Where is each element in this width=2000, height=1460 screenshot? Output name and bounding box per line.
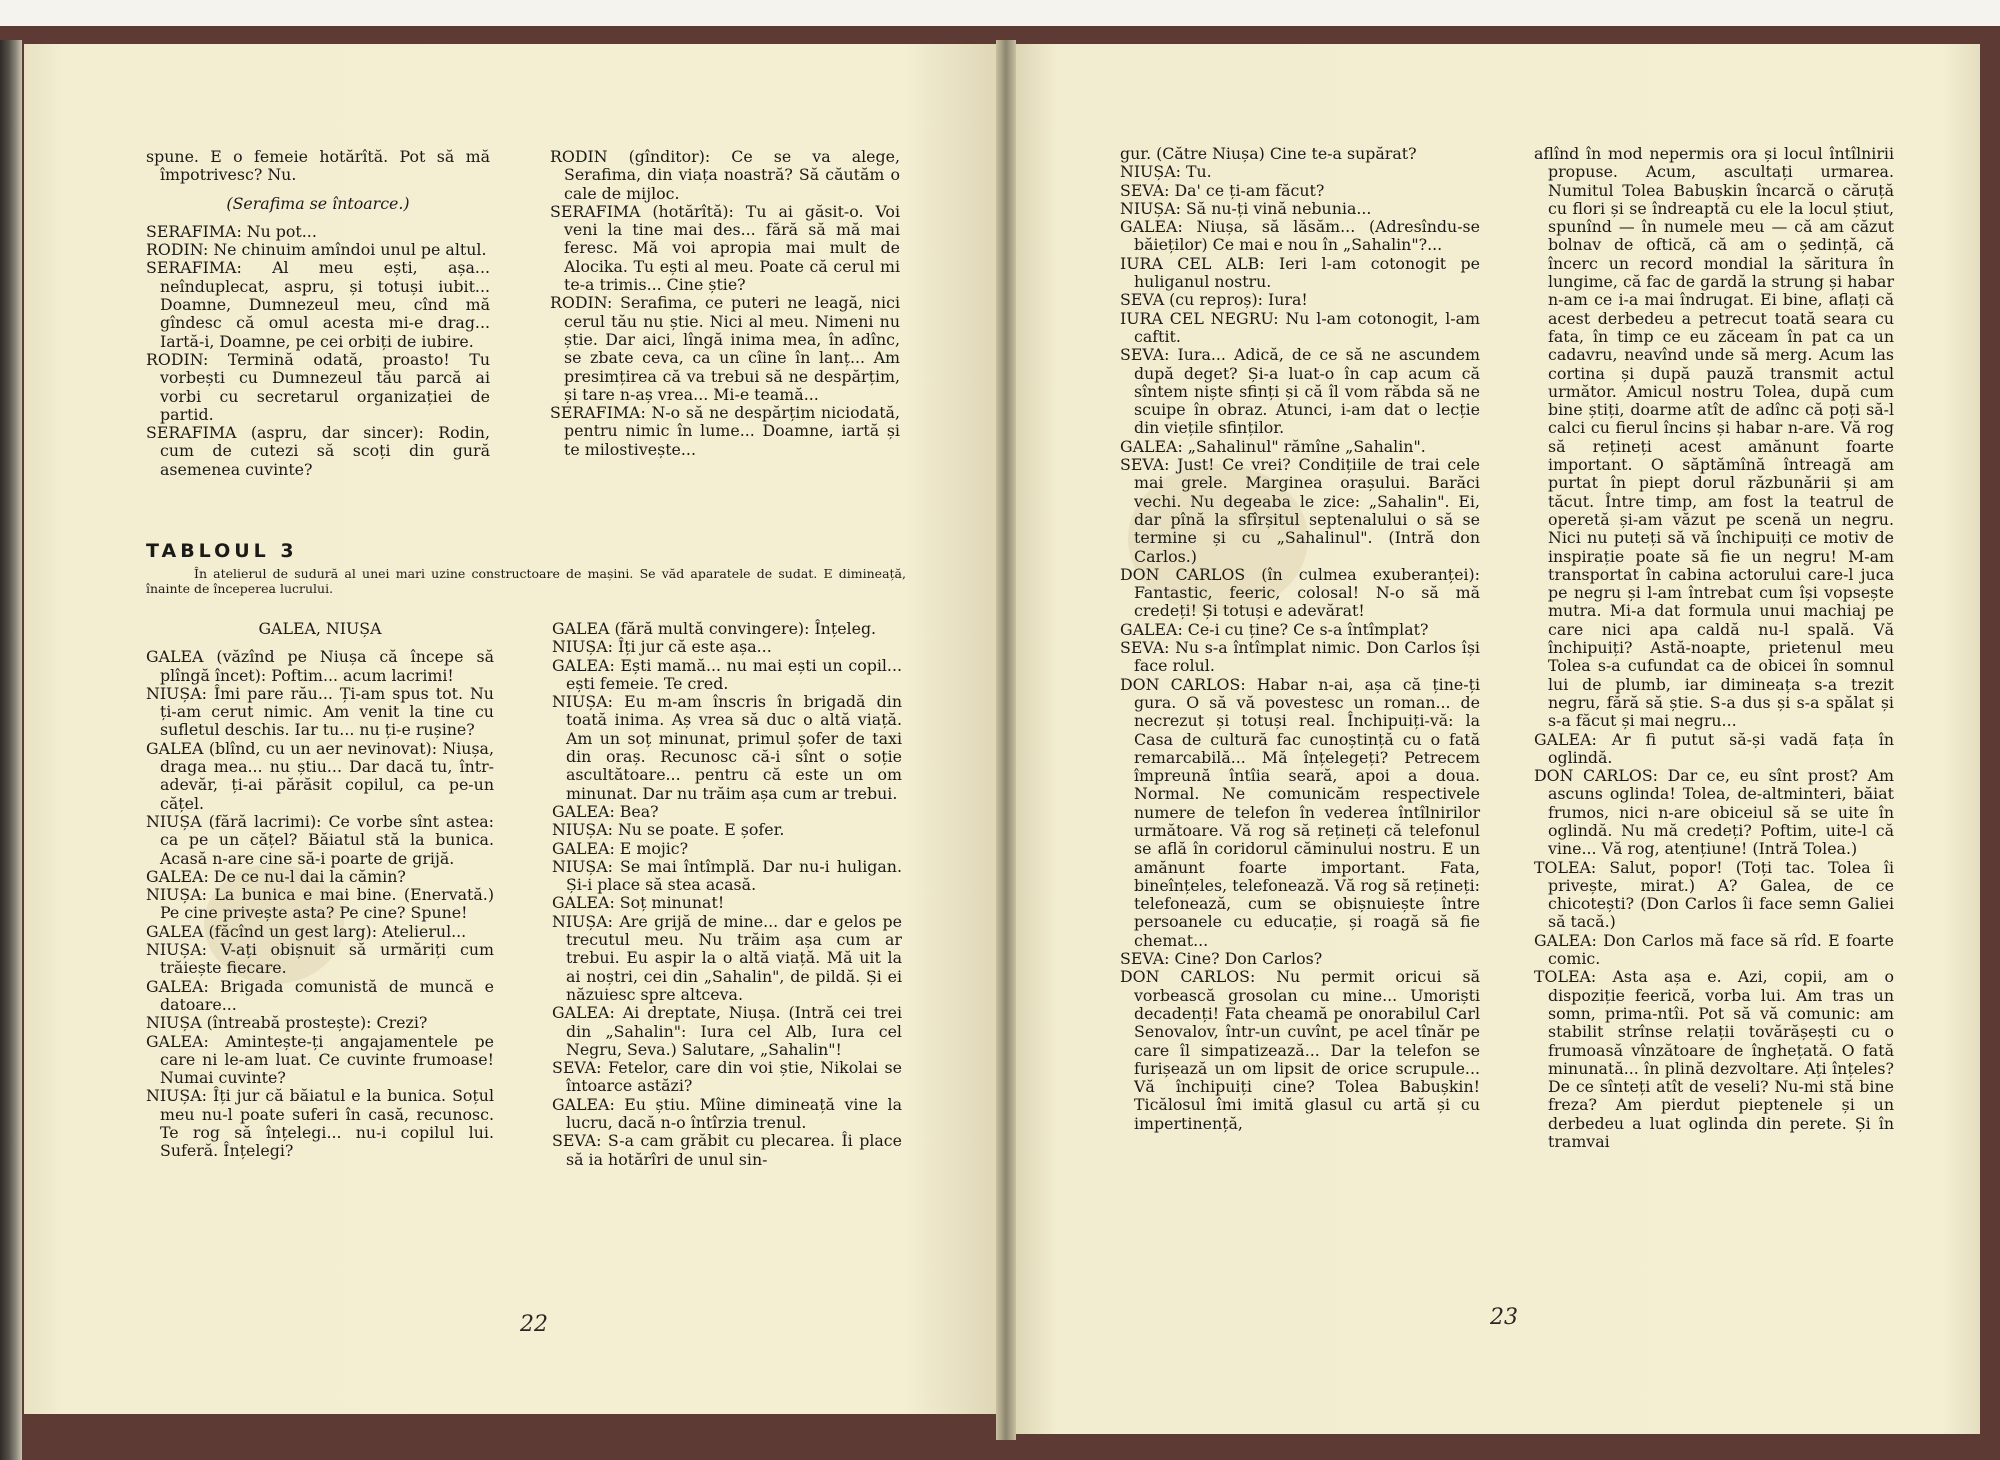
dialogue-line: NIUȘA: Nu se poate. E șofer. — [552, 820, 785, 840]
right-column-1 — [1120, 145, 1480, 1133]
dialogue-line: GALEA: Ar fi putut să-și vadă fața în oglindă. — [1534, 729, 1894, 767]
dialogue-line: SERAFIMA (hotărîtă): Tu ai găsit-o. Voi veni la tine mai des... fără să mă mai feresc. Mă voi apropia mai mult de Alocika. Tu ești al meu. Poate că cerul mi te-a trimis... Cine știe? — [550, 201, 900, 295]
right-column-2 — [1534, 145, 1894, 1151]
dialogue-line: GALEA: E mojic? — [552, 838, 689, 858]
dialogue-line: RODIN (gînditor): Ce se va alege, Serafima, din viața noastră? Să căutăm o cale de mijloc. — [550, 147, 900, 203]
scene-heading: TABLOUL 3 — [146, 540, 298, 562]
dialogue-line: GALEA: Don Carlos mă face să rîd. E foarte comic. — [1534, 930, 1894, 969]
dialogue-line: GALEA: Ai dreptate, Niușa. (Intră cei trei din „Sahalin": Iura cel Alb, Iura cel Negru, Seva.) Salutare, „Sahalin"! — [552, 1003, 902, 1059]
book-gutter — [996, 40, 1016, 1440]
dialogue-line: SEVA: Da' ce ți-am făcut? — [1120, 180, 1325, 200]
dialogue-line: SEVA: Iura... Adică, de ce să ne ascundem după deget? Și-a luat-o în cap acum că sîntem niște sfinți și că îl vom răbda să ne scuipe în obraz. Atunci, i-am dat o lecție din viețile sfinților. — [1120, 345, 1480, 438]
dialogue-line: GALEA: „Sahalinul" rămîne „Sahalin". — [1120, 436, 1426, 456]
dialogue-line: NIUȘA: Are grijă de mine... dar e gelos pe trecutul meu. Nu trăim așa cum ar trebui. Eu aspir la o altă viață. Mă uit la ai noștri, cei din „Sahalin", de pildă. Și ei năzuiesc spre altceva. — [552, 911, 902, 1004]
dialogue-line: GALEA: Niușa, să lăsăm... (Adresîndu-se băieților) Ce mai e nou în „Sahalin"?... — [1120, 217, 1480, 255]
dialogue-line: GALEA: Eu știu. Mîine dimineață vine la lucru, dacă n-o întîrzia trenul. — [552, 1094, 902, 1133]
dialogue-line: RODIN: Serafima, ce puteri ne leagă, nici cerul tău nu știe. Nici al meu. Nimeni nu știe. Dar aici, lîngă inima mea, în adînc, se zbate ceva, ca un cîine în lanț... Am presimțirea că va trebui să ne despărțim, și tare n-aș vrea... Mi-e teamă... — [550, 293, 900, 404]
text-line: spune. E o femeie hotărîtă. Pot să mă împotrivesc? Nu. — [146, 147, 490, 185]
left-column-3 — [146, 620, 494, 1161]
dialogue-line: GALEA: Ce-i cu ține? Ce s-a întîmplat? — [1120, 619, 1429, 639]
left-column-2 — [550, 148, 900, 459]
dialogue-line: NIUȘA: V-ați obișnuit să urmăriți cum trăiește fiecare. — [146, 940, 494, 978]
dialogue-line: SERAFIMA (aspru, dar sincer): Rodin, cum de cutezi să scoți din gură asemenea cuvinte? — [146, 423, 490, 479]
dialogue-line: NIUȘA: Îți jur că băiatul e la bunica. Soțul meu nu-l poate suferi în casă, recunosc. Te rog să înțelegi... nu-i copilul lui. Suferă. Înțelegi? — [146, 1086, 494, 1161]
dialogue-line: NIUȘA: Îmi pare rău... Ți-am spus tot. Nu ți-am cerut nimic. Am venit la tine cu sufletul deschis. Iar tu... nu ți-e rușine? — [146, 683, 494, 740]
left-column-1 — [146, 148, 490, 479]
book-edge — [0, 40, 22, 1460]
page-number-left: 22 — [520, 1312, 548, 1337]
page-number-right: 23 — [1490, 1305, 1518, 1330]
dialogue-line: GALEA: Brigada comunistă de muncă e datoare... — [146, 976, 494, 1014]
dialogue-line: NIUȘA: Tu. — [1120, 162, 1212, 182]
dialogue-line: TOLEA: Asta așa e. Azi, copii, am o dispoziție feerică, vorba lui. Am tras un somn, prima-ntîi. Pot să vă comunic: am stabilit strînse relații tovărășești cu o frumoasă vînzătoare de înghețată. O fată minunată... în plină dezvoltare. Ați înțeles? De ce sînteți atît de veseli? Nu-mi stă bine freza? Am pierdut pieptenele și un derbedeu a luat oglinda din perete. Și în tramvai — [1534, 967, 1894, 1152]
dialogue-line: RODIN: Ne chinuim amîndoi unul pe altul. — [146, 240, 487, 260]
dialogue-line: DON CARLOS: Dar ce, eu sînt prost? Am ascuns oglinda! Tolea, de-altminteri, băiat frumos, nici n-are obiceiul să se uite în oglindă. Nu mă credeți? Poftim, uite-l că vine... Vă rog, atențiune! (Intră Tolea.) — [1534, 766, 1894, 859]
dialogue-line: SERAFIMA: Nu pot... — [146, 221, 317, 241]
dialogue-line: GALEA: De ce nu-l dai la cămin? — [146, 866, 406, 886]
dialogue-line: DON CARLOS: Nu permit oricui să vorbească grosolan cu mine... Umoriști decadenți! Fata cheamă pe onorabilul Carl Senovalov, într-un cuvînt, pe acel tînăr pe care îl simpatizează... Dar la telefon se furișează un om lipsit de orice scrupule... Vă închipuiți cine? Tolea Babușkin! Ticălosul îmi imită glasul cu artă și cu impertinență, — [1120, 967, 1480, 1133]
dialogue-line: SEVA: S-a cam grăbit cu plecarea. Îi place să ia hotărîri de unul sin- — [552, 1131, 902, 1169]
dialogue-line: SEVA (cu reproș): Iura! — [1120, 290, 1308, 310]
dialogue-line: IURA CEL NEGRU: Nu l-am cotonogit, l-am caftit. — [1120, 308, 1480, 346]
dialogue-line: GALEA: Ești mamă... nu mai ești un copil... ești femeie. Te cred. — [552, 655, 902, 693]
dialogue-line: NIUȘA (întreabă prostește): Crezi? — [146, 1013, 428, 1033]
dialogue-line: DON CARLOS: Habar n-ai, așa că ține-ți gura. O să vă povestesc un roman... de necrezut și totuși real. Închipuiți-vă: la Casa de cultură fac cunoștință cu o fată remarcabilă... Mă înțelegeți? Petrecem împreună întîia seară, apoi a doua. Normal. Ne comunicăm respectivele numere de telefon în vederea întîlnirilor următoare. Vă rog să rețineți că telefonul se află în coridorul căminului nostru. E un amănunt foarte important. Fata, bineînțeles, telefonează. Vă rog să rețineți: telefonează, cum se obișnuiește între persoanele cu educație, și roagă să fie chemat... — [1120, 674, 1480, 950]
dialogue-line: NIUȘA: La bunica e mai bine. (Enervată.) Pe cine privește asta? Pe cine? Spune! — [146, 885, 494, 923]
dialogue-line: SEVA: Cine? Don Carlos? — [1120, 949, 1323, 969]
stage-direction: În atelierul de sudură al unei mari uzine constructoare de mașini. Se văd aparatele de sudat. E dimineață, înainte de începerea lucrului. — [146, 566, 906, 596]
dialogue-line: NIUȘA (fără lacrimi): Ce vorbe sînt astea: ca pe un cățel? Băiatul stă la bunica. Acasă n-are cine să-i poarte de grijă. — [146, 811, 494, 868]
dialogue-line: RODIN: Termină odată, proasto! Tu vorbești cu Dumnezeul tău parcă ai vorbi cu secretarul organizației de partid. — [146, 349, 490, 424]
dialogue-line: SEVA: Fetelor, care din voi știe, Nikolai se întoarce astăzi? — [552, 1058, 902, 1096]
stage-note: (Serafima se întoarce.) — [226, 193, 410, 213]
dialogue-line: TOLEA: Salut, popor! (Toți tac. Tolea îi privește, mirat.) A? Galea, de ce chicotești? (Don Carlos îi face semn Galiei să tacă.) — [1534, 857, 1894, 932]
dialogue-line: SEVA: Just! Ce vrei? Condițiile de trai cele mai grele. Marginea orașului. Barăci vechi. Nu degeaba le zice: „Sahalin". Ei, dar pînă la sfîrșitul septenalului o să se termine și cu „Sahalinul". (Intră don Carlos.) — [1120, 455, 1480, 566]
dialogue-line: SERAFIMA: N-o să ne despărțim niciodată, pentru nimic în lume... Doamne, iartă și te milostivește... — [550, 403, 900, 459]
dialogue-line: GALEA (făcînd un gest larg): Atelierul... — [146, 921, 467, 941]
dialogue-line: gur. (Către Niușa) Cine te-a supărat? — [1120, 144, 1417, 163]
dialogue-line: aflînd în mod nepermis ora și locul întîlnirii propuse. Acum, ascultați urmarea. Numitul Tolea Babușkin încarcă o căruță cu flori și se îndreaptă cu ele la locul știut, spunînd — în numele meu — că am căzut bolnav de oftică, că am o ședință, că încerc un record mondial la săritura în lungime, că fac de gardă la strung și habar n-am ce i-a mai îndrugat. Ei bine, aflați că acest derbedeu a petrecut toată seara cu fata, în timp ce eu zăceam în pat ca un cadavru, neavînd unde să merg. Acum las cortina și după pauză transmit actul următor. Amicul nostru Tolea, după cum bine știți, doarme atît de adînc că poți să-l calci cu fierul încins și habar n-are. Vă rog să rețineți acest amănunt foarte important. O săptămînă întreagă am purtat în piept dorul răzbunării și am tăcut. Între timp, am fost la teatrul de operetă și-am văzut pe scenă un negru. Nici nu puteți să vă închipuiți ce motiv de inspirație poate să fie un negru! M-am transportat în cabina actorului care-l juca pe negru și l-am întrebat cum își vopsește mutra. Mi-a dat formula unui machiaj pe care nici apa caldă nu-l spală. Vă închipuiți? Astă-noapte, prietenul meu Tolea s-a cufundat ca de obicei în somnul lui de plumb, iar dimineața s-a trezit negru, fără să știe. S-a dus și s-a spălat și s-a făcut și mai negru... — [1534, 144, 1894, 731]
dialogue-line: GALEA (văzînd pe Niușa că începe să plîngă încet): Poftim... acum lacrimi! — [146, 647, 494, 685]
characters-heading: GALEA, NIUȘA — [258, 619, 382, 638]
dialogue-line: SEVA: Nu s-a întîmplat nimic. Don Carlos își face rolul. — [1120, 638, 1480, 676]
dialogue-line: GALEA (fără multă convingere): Înțeleg. — [552, 619, 877, 638]
dialogue-line: NIUȘA: Eu m-am înscris în brigadă din toată inima. Aș vrea să duc o altă viață. Am un soț minunat, primul șofer de taxi din oraș. Recunosc că-i sînt o soție ascultătoare... pentru că este un om minunat. Dar nu trăim așa cum ar trebui. — [552, 692, 902, 803]
scanner-bed-strip — [0, 0, 2000, 26]
dialogue-line: GALEA: Amintește-ți angajamentele pe care ni le-am luat. Ce cuvinte frumoase! Numai cuvinte? — [146, 1031, 494, 1088]
dialogue-line: NIUȘA: Să nu-ți vină nebunia... — [1120, 198, 1372, 218]
dialogue-line: IURA CEL ALB: Ieri l-am cotonogit pe huliganul nostru. — [1120, 253, 1480, 292]
dialogue-line: GALEA (blînd, cu un aer nevinovat): Niușa, draga mea... nu știu... Dar dacă tu, într-adevăr, ți-ai părăsit copilul, ca pe-un cățel. — [146, 738, 494, 813]
dialogue-line: DON CARLOS (în culmea exuberanței): Fantastic, feeric, colosal! N-o să mă credeți! Și totuși e adevărat! — [1120, 564, 1480, 621]
dialogue-line: NIUȘA: Îți jur că este așa... — [552, 637, 772, 657]
left-column-4 — [552, 620, 902, 1169]
dialogue-line: NIUȘA: Se mai întîmplă. Dar nu-i huligan. Și-i place să stea acasă. — [552, 856, 902, 895]
dialogue-line: SERAFIMA: Al meu ești, așa... neînduplecat, aspru, și totuși iubit... Doamne, Dumnezeul meu, cînd mă gîndesc că omul acesta mi-e drag... Iartă-i, Doamne, pe cei orbiți de iubire. — [146, 258, 490, 351]
dialogue-line: GALEA: Soț minunat! — [552, 893, 725, 913]
dialogue-line: GALEA: Bea? — [552, 801, 659, 821]
